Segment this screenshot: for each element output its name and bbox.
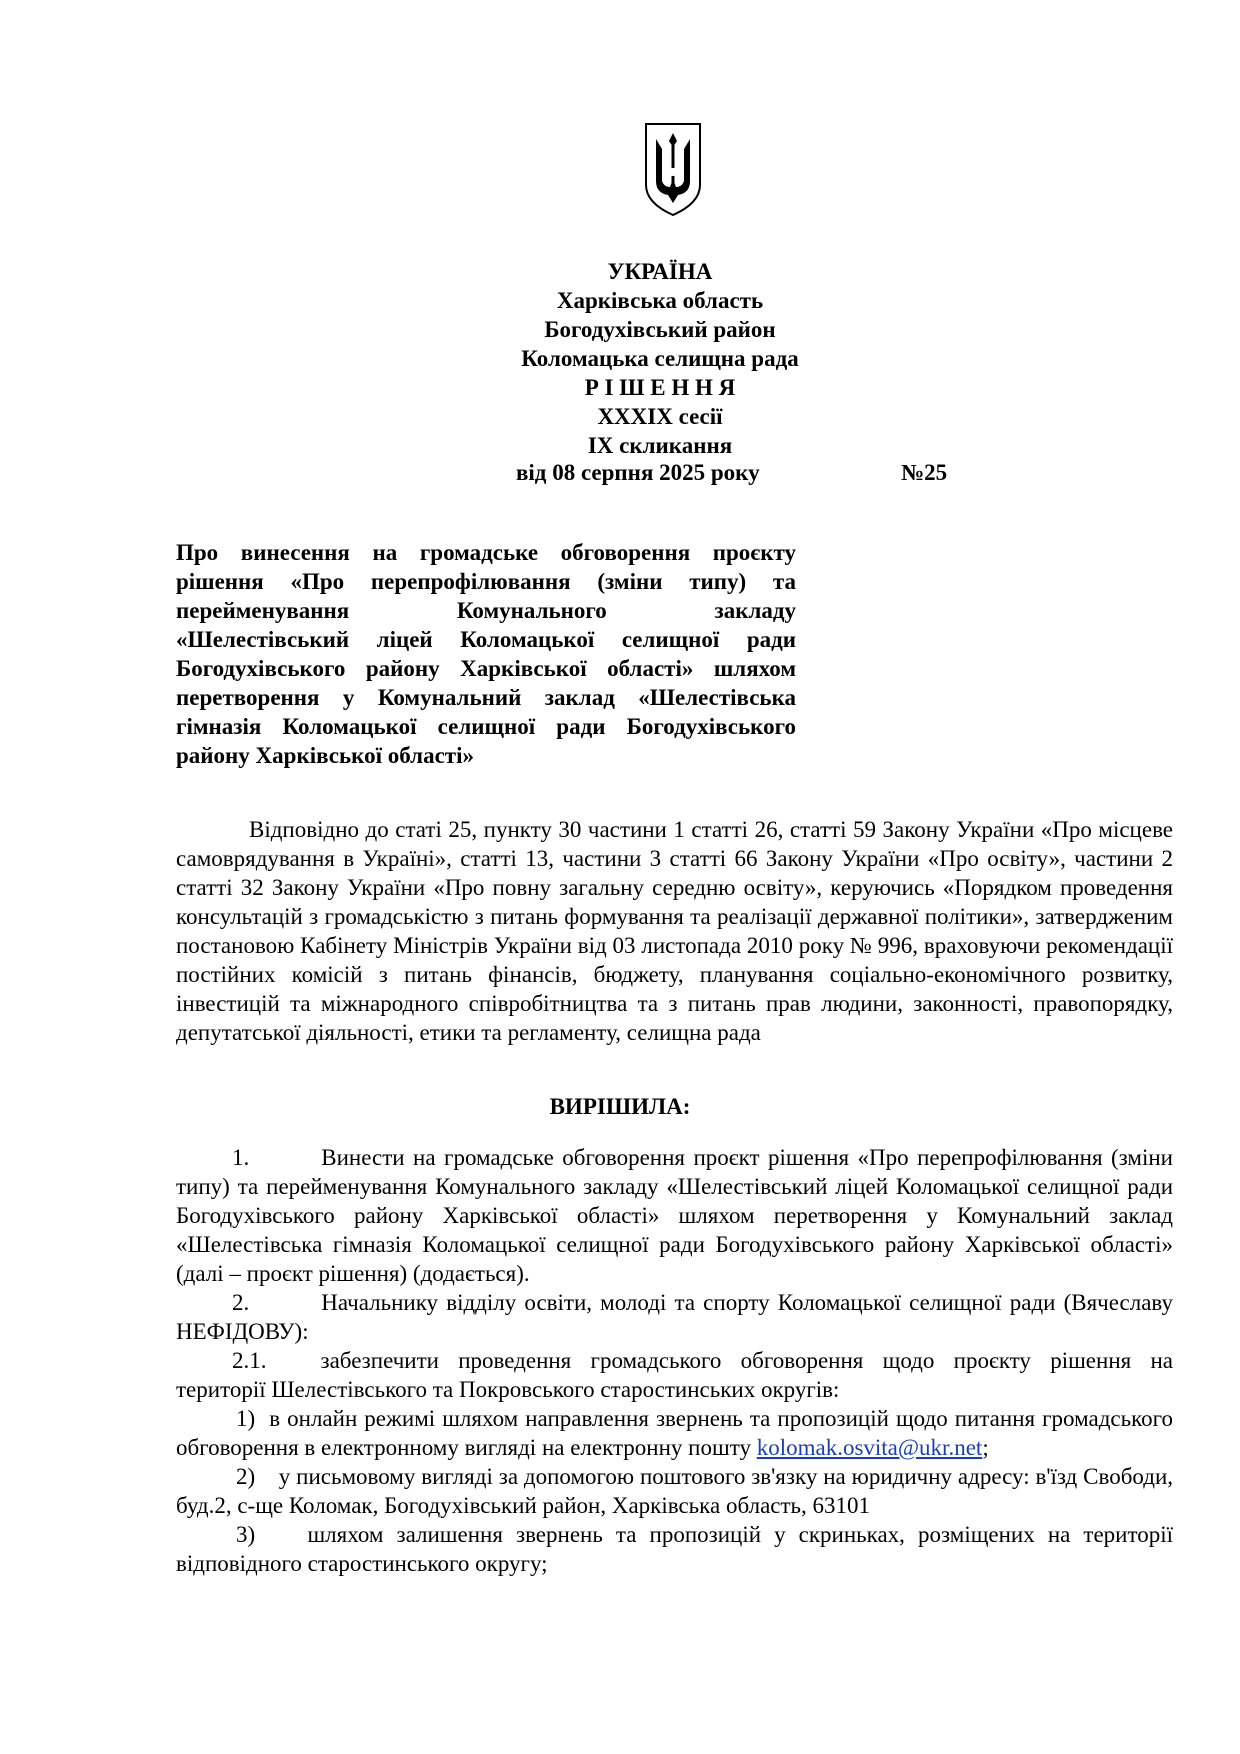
council-name: Коломацька селищна рада (521, 346, 799, 371)
resolution-items (176, 1143, 1173, 1578)
decision-number: №25 (901, 460, 948, 485)
subitem-2 (176, 1462, 1173, 1520)
district-name: Богодухівський район (544, 317, 776, 342)
item-text: забезпечити проведення громадського обговорення щодо проєкту рішення на території Шелестівського та Покровського старостинських округів: (176, 1348, 1173, 1402)
title-line: рішення «Про перепрофілювання (зміни типу) та (176, 569, 796, 594)
item-1 (176, 1143, 1173, 1288)
resolved-heading: ВИРІШИЛА: (549, 1094, 691, 1119)
subitem-number: 3) (236, 1522, 256, 1547)
subitem-text: в онлайн режимі шляхом направлення звернень та пропозицій щодо питання громадського обговорення в електронному вигляді на електронну пошту (176, 1406, 1173, 1460)
document-type: Р І Ш Е Н Н Я (584, 375, 736, 400)
item-number: 2. (232, 1290, 250, 1315)
subitem-3 (176, 1520, 1173, 1578)
title-line: Богодухівського району Харківської області» шляхом (176, 656, 796, 681)
item-2 (176, 1288, 1173, 1346)
item-number: 2.1. (232, 1348, 267, 1373)
title-line: Про винесення на громадське обговорення проєкту (176, 540, 796, 565)
decision-title (176, 538, 796, 770)
item-number: 1. (232, 1145, 250, 1170)
subitem-number: 1) (236, 1406, 256, 1431)
subitem-text: шляхом залишення звернень та пропозицій у скриньках, розміщених на території відповідного старостинського округу; (176, 1522, 1173, 1576)
title-line: перетворення у Комунальний заклад «Шелестівська (176, 685, 796, 710)
title-line: району Харківської області» (176, 743, 474, 768)
title-line: «Шелестівський ліцей Коломацької селищної ради (176, 627, 796, 652)
date-line (0, 458, 1240, 487)
convocation-label: IX скликання (587, 433, 733, 458)
item-2-1 (176, 1346, 1173, 1404)
title-line: гімназія Коломацької селищної ради Богодухівського (176, 714, 796, 739)
session-label: XXXIX сесії (597, 404, 723, 429)
trident-coat-of-arms-icon (642, 121, 704, 217)
decision-date: від 08 серпня 2025 року (516, 460, 760, 485)
preamble-paragraph: Відповідно до статі 25, пункту 30 частини 1 статті 26, статті 59 Закону України «Про місцеве самоврядування в Україні», статті 13, частини 3 статті 66 Закону України «Про освіту», частини 2 статті 32 Закону України «Про повну загальну середню освіту», керуючись «Порядком проведення консультацій з громадськістю з питань формування та реалізації державної політики», затвердженим постановою Кабінету Міністрів України від 03 листопада 2010 року № 996, враховуючи рекомендації постійних комісій з питань фінансів, бюджету, планування соціально-економічного розвитку, інвестицій та міжнародного співробітництва та з питань прав людини, законності, правопорядку, депутатської діяльності, етики та регламенту, селищна рада (176, 817, 1173, 1045)
punctuation: ; (982, 1435, 989, 1460)
document-header (400, 257, 920, 460)
item-text: Винести на громадське обговорення проєкт рішення «Про перепрофілювання (зміни типу) та перейменування Комунального закладу «Шелестівський ліцей Коломацької селищної ради Богодухівського району Харківської області» шляхом перетворення у Комунальний заклад «Шелестівська гімназія Коломацької селищної ради Богодухівського району Харківської області» (далі – проєкт рішення) (додається). (176, 1145, 1173, 1286)
region-name: Харківська область (556, 288, 764, 313)
title-line: перейменування Комунального закладу (176, 598, 796, 623)
item-text: Начальнику відділу освіти, молоді та спорту Коломацької селищної ради (Вячеславу НЕФІДОВУ): (176, 1290, 1173, 1344)
subitem-number: 2) (236, 1464, 256, 1489)
subitem-text: у письмовому вигляді за допомогою поштового зв'язку на юридичну адресу: в'їзд Свободи, буд.2, с-ще Коломак, Богодухівський район, Харківська область, 63101 (176, 1464, 1174, 1518)
subitem-1 (176, 1404, 1173, 1462)
email-link[interactable]: kolomak.osvita@ukr.net (756, 1435, 983, 1460)
country-name: УКРАЇНА (607, 259, 713, 284)
